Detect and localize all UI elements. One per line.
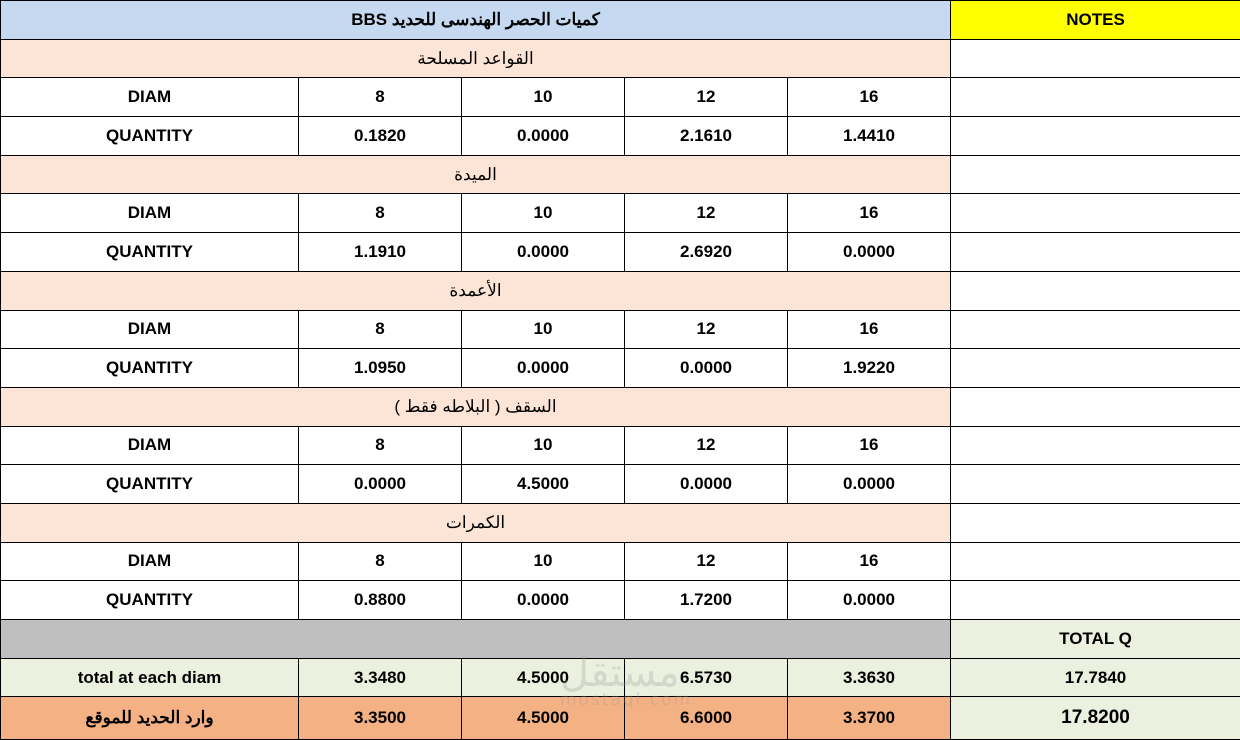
table-row-quantity xyxy=(1,349,1240,388)
row-label-quantity: QUANTITY xyxy=(1,117,299,156)
row-label-diam: DIAM xyxy=(1,426,299,465)
table-row-diam xyxy=(1,426,1240,465)
watermark-sub: mostaql.com xyxy=(560,690,693,710)
table-row-quantity xyxy=(1,581,1240,620)
total-value: 4.5000 xyxy=(462,658,625,697)
diam-value: 16 xyxy=(788,426,951,465)
diam-value: 12 xyxy=(625,194,788,233)
notes-cell[interactable] xyxy=(951,155,1240,194)
diam-value: 16 xyxy=(788,542,951,581)
total-q-value: 17.7840 xyxy=(951,658,1240,697)
section-title: السقف ( البلاطه فقط ) xyxy=(1,387,951,426)
quantity-value: 2.1610 xyxy=(625,117,788,156)
row-label-diam: DIAM xyxy=(1,542,299,581)
quantity-value: 1.1910 xyxy=(299,233,462,272)
warid-value: 3.3700 xyxy=(788,697,951,740)
total-q-header: TOTAL Q xyxy=(951,620,1240,659)
table-row-section xyxy=(1,503,1240,542)
notes-cell[interactable] xyxy=(951,542,1240,581)
quantity-value: 0.0000 xyxy=(625,465,788,504)
diam-value: 16 xyxy=(788,194,951,233)
table-row-diam xyxy=(1,194,1240,233)
diam-value: 10 xyxy=(462,194,625,233)
grey-spacer xyxy=(1,620,951,659)
diam-value: 12 xyxy=(625,78,788,117)
table-row-section xyxy=(1,39,1240,78)
notes-cell[interactable] xyxy=(951,426,1240,465)
row-label-diam: DIAM xyxy=(1,310,299,349)
diam-value: 16 xyxy=(788,78,951,117)
diam-value: 12 xyxy=(625,310,788,349)
notes-cell[interactable] xyxy=(951,194,1240,233)
quantity-value: 0.8800 xyxy=(299,581,462,620)
quantity-value: 0.0000 xyxy=(625,349,788,388)
total-value: 3.3630 xyxy=(788,658,951,697)
quantity-value: 0.0000 xyxy=(462,233,625,272)
quantity-value: 1.0950 xyxy=(299,349,462,388)
section-title: الأعمدة xyxy=(1,271,951,310)
table-row-quantity xyxy=(1,117,1240,156)
warid-value: 6.6000 xyxy=(625,697,788,740)
table-row-header xyxy=(1,1,1240,40)
watermark-main: مستقل xyxy=(560,650,680,696)
diam-value: 10 xyxy=(462,310,625,349)
quantity-value: 0.0000 xyxy=(788,233,951,272)
notes-cell[interactable] xyxy=(951,387,1240,426)
total-value: 6.5730 xyxy=(625,658,788,697)
quantity-value: 4.5000 xyxy=(462,465,625,504)
section-title: الكمرات xyxy=(1,503,951,542)
notes-cell[interactable] xyxy=(951,39,1240,78)
row-label-quantity: QUANTITY xyxy=(1,581,299,620)
table-row-total xyxy=(1,658,1240,697)
row-label-warid: وارد الحديد للموقع xyxy=(1,697,299,740)
quantity-value: 1.7200 xyxy=(625,581,788,620)
diam-value: 8 xyxy=(299,426,462,465)
notes-cell[interactable] xyxy=(951,503,1240,542)
quantity-value: 0.0000 xyxy=(788,465,951,504)
warid-value: 4.5000 xyxy=(462,697,625,740)
notes-cell[interactable] xyxy=(951,233,1240,272)
quantity-value: 0.0000 xyxy=(788,581,951,620)
row-label-diam: DIAM xyxy=(1,194,299,233)
diam-value: 10 xyxy=(462,78,625,117)
quantity-value: 2.6920 xyxy=(625,233,788,272)
row-label-quantity: QUANTITY xyxy=(1,233,299,272)
diam-value: 8 xyxy=(299,542,462,581)
warid-value: 3.3500 xyxy=(299,697,462,740)
notes-header: NOTES xyxy=(951,1,1240,40)
diam-value: 16 xyxy=(788,310,951,349)
total-value: 3.3480 xyxy=(299,658,462,697)
table-row-diam xyxy=(1,542,1240,581)
page-title: كميات الحصر الهندسى للحديد BBS xyxy=(1,1,951,40)
quantity-value: 0.0000 xyxy=(462,581,625,620)
section-title: الميدة xyxy=(1,155,951,194)
diam-value: 8 xyxy=(299,310,462,349)
diam-value: 8 xyxy=(299,194,462,233)
table-row-quantity xyxy=(1,465,1240,504)
diam-value: 12 xyxy=(625,426,788,465)
notes-cell[interactable] xyxy=(951,310,1240,349)
diam-value: 8 xyxy=(299,78,462,117)
quantity-value: 0.0000 xyxy=(462,117,625,156)
quantity-value: 1.9220 xyxy=(788,349,951,388)
row-label-quantity: QUANTITY xyxy=(1,349,299,388)
table-row-section xyxy=(1,387,1240,426)
table-row-total-header xyxy=(1,620,1240,659)
table-row-quantity xyxy=(1,233,1240,272)
notes-cell[interactable] xyxy=(951,117,1240,156)
diam-value: 10 xyxy=(462,542,625,581)
notes-cell[interactable] xyxy=(951,349,1240,388)
row-label-diam: DIAM xyxy=(1,78,299,117)
warid-total-q-value: 17.8200 xyxy=(951,697,1240,740)
notes-cell[interactable] xyxy=(951,581,1240,620)
notes-cell[interactable] xyxy=(951,465,1240,504)
row-label-quantity: QUANTITY xyxy=(1,465,299,504)
notes-cell[interactable] xyxy=(951,78,1240,117)
table-row-section xyxy=(1,271,1240,310)
row-label-total: total at each diam xyxy=(1,658,299,697)
table-row-diam xyxy=(1,78,1240,117)
quantity-value: 0.0000 xyxy=(299,465,462,504)
quantity-value: 1.4410 xyxy=(788,117,951,156)
table-row-section xyxy=(1,155,1240,194)
notes-cell[interactable] xyxy=(951,271,1240,310)
quantity-value: 0.1820 xyxy=(299,117,462,156)
section-title: القواعد المسلحة xyxy=(1,39,951,78)
diam-value: 12 xyxy=(625,542,788,581)
diam-value: 10 xyxy=(462,426,625,465)
table-row-diam xyxy=(1,310,1240,349)
table-row-warid xyxy=(1,697,1240,740)
quantity-value: 0.0000 xyxy=(462,349,625,388)
